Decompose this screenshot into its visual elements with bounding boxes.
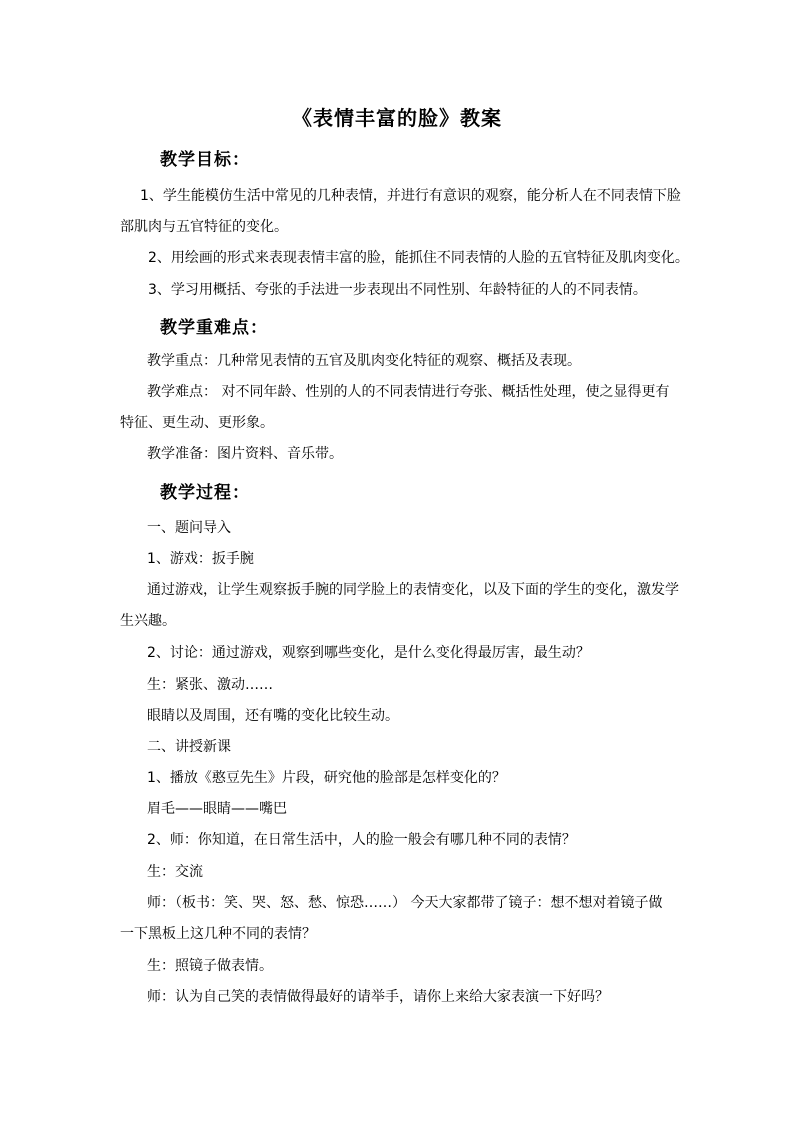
process-heading: 教学过程：	[160, 483, 250, 503]
key-point: 教学重点：几种常见表情的五官及肌肉变化特征的观察、概括及表现。	[147, 353, 581, 369]
process-line: 师：（板书：笑、哭、怒、愁、惊恐……） 今天大家都带了镜子：想不想对着镜子做	[147, 895, 663, 911]
objective-1-line-1: 1、学生能模仿生活中常见的几种表情，并进行有意识的观察，能分析人在不同表情下脸	[140, 188, 681, 204]
objective-3: 3、学习用概括、夸张的手法进一步表现出不同性别、年龄特征的人的不同表情。	[148, 282, 647, 298]
difficulty-line-1: 教学难点： 对不同年龄、性别的人的不同表情进行夸张、概括性处理，使之显得更有	[147, 384, 670, 400]
process-line: 一下黑板上这几种不同的表情？	[120, 926, 316, 942]
process-line: 生：照镜子做表情。	[147, 958, 273, 974]
process-line: 1、游戏：扳手腕	[147, 551, 254, 567]
process-line: 2、讨论：通过游戏，观察到哪些变化，是什么变化得最厉害，最生动？	[147, 645, 590, 661]
process-line: 1、播放《憨豆先生》片段，研究他的脸部是怎样变化的？	[147, 770, 506, 786]
process-line: 眉毛——眼睛——嘴巴	[147, 801, 287, 817]
process-line: 通过游戏，让学生观察扳手腕的同学脸上的表情变化，以及下面的学生的变化，激发学	[147, 582, 679, 598]
process-line: 生：交流	[147, 864, 203, 880]
process-line: 一、题问导入	[147, 520, 231, 536]
difficulty-line-2: 特征、更生动、更形象。	[120, 415, 274, 431]
process-line: 生：紧张、激动……	[147, 677, 273, 693]
keypoints-heading: 教学重难点：	[160, 318, 268, 338]
process-line: 师：认为自己笑的表情做得最好的请举手，请你上来给大家表演一下好吗？	[147, 989, 609, 1005]
document-title: 《表情丰富的脸》教案	[292, 106, 502, 130]
preparation: 教学准备：图片资料、音乐带。	[147, 446, 343, 462]
process-line: 2、师：你知道，在日常生活中，人的脸一般会有哪几种不同的表情？	[147, 832, 576, 848]
process-line: 生兴趣。	[120, 613, 176, 629]
process-line: 眼睛以及周围，还有嘴的变化比较生动。	[147, 708, 399, 724]
process-line: 二、讲授新课	[147, 739, 231, 755]
objective-1-line-2: 部肌肉与五官特征的变化。	[120, 219, 288, 235]
objectives-heading: 教学目标：	[160, 150, 250, 170]
objective-2: 2、用绘画的形式来表现表情丰富的脸，能抓住不同表情的人脸的五官特征及肌肉变化。	[148, 250, 689, 266]
